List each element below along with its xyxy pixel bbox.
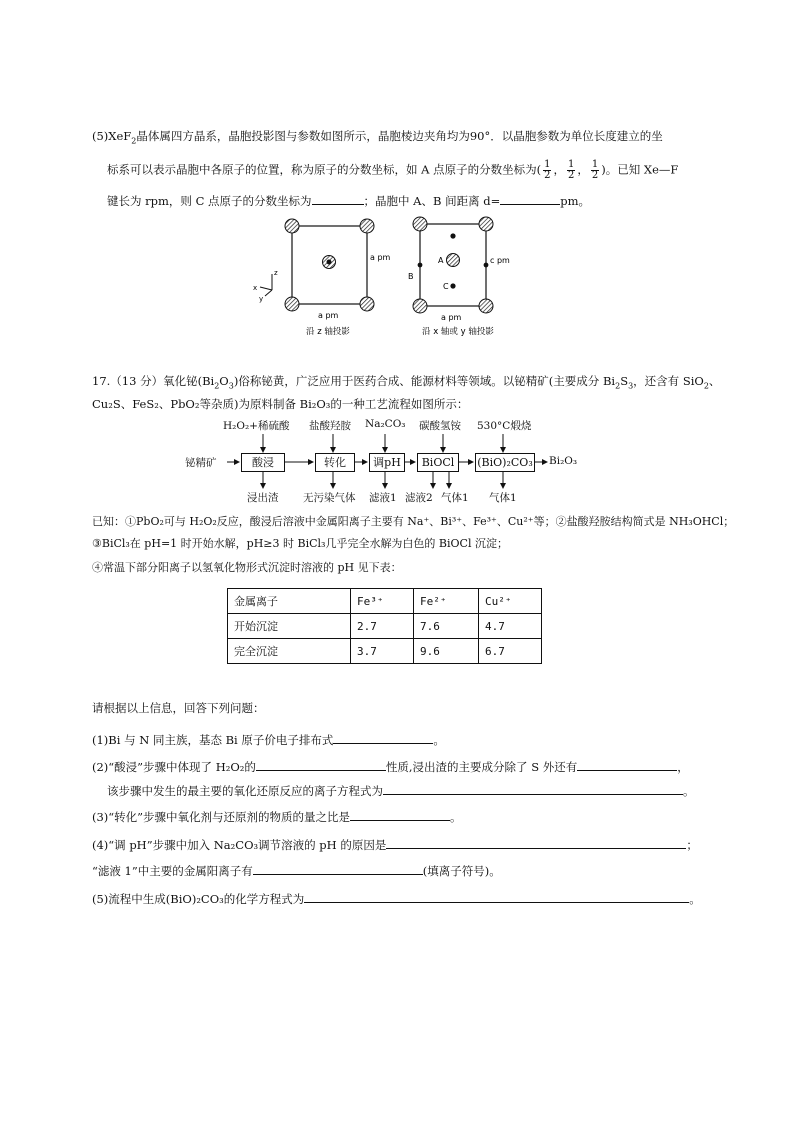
- process-flow-diagram: [185, 418, 625, 508]
- table-cell: 7.6: [414, 614, 479, 639]
- text: S: [620, 374, 629, 388]
- axis-y: [265, 290, 272, 296]
- side-label: c pm: [490, 256, 510, 265]
- cell-projection-z: [250, 212, 400, 342]
- fraction: $\frac{1}{2}$: [544, 159, 551, 181]
- caption: 沿 z 轴投影: [306, 327, 350, 337]
- q17-intro-line2: Cu₂S、FeS₂、PbO₂等杂质)为原料制备 Bi₂O₃的一种工艺流程如图所示：: [92, 397, 469, 411]
- table-row: [228, 639, 542, 664]
- q17-intro-line1: [92, 373, 720, 394]
- atom-xe: [479, 217, 493, 231]
- table-cell: 3.7: [351, 639, 414, 664]
- atom-xe: [360, 297, 374, 311]
- atom-xe: [285, 297, 299, 311]
- cell-projection-xy: [400, 212, 540, 342]
- ph-table: [227, 588, 542, 664]
- reagent-label: Na₂CO₃: [365, 418, 406, 430]
- byproduct-label: 无污染气体: [303, 492, 356, 504]
- text: 17.（13 分）氧化铋(Bi: [92, 374, 215, 388]
- answer-blank[interactable]: [312, 192, 364, 205]
- comma: ，: [577, 162, 589, 177]
- fraction: $\frac{1}{2}$: [567, 159, 575, 181]
- atom-xe: [413, 299, 427, 313]
- answer-blank[interactable]: [350, 808, 450, 821]
- axis-z-label: z: [274, 269, 278, 277]
- answer-blank[interactable]: [304, 890, 689, 903]
- table-header-cell: 金属离子: [228, 589, 351, 614]
- text: ；晶胞中 A、B 间距离 d=: [363, 194, 501, 208]
- caption: 沿 x 轴或 y 轴投影: [422, 327, 494, 337]
- answer-prompt: 请根据以上信息，回答下列问题：: [92, 701, 265, 715]
- text: ，: [677, 760, 689, 774]
- table-cell: 9.6: [414, 639, 479, 664]
- side-label: a pm: [370, 253, 391, 262]
- table-cell: 2.7: [351, 614, 414, 639]
- fraction: $\frac{1}{2}$: [591, 159, 599, 181]
- answer-blank[interactable]: [333, 731, 433, 744]
- answer-blank[interactable]: [256, 758, 386, 771]
- q16-part5-line3: [107, 192, 590, 209]
- question-4-line2: [92, 862, 501, 879]
- text: (3)“转化”步骤中氧化剂与还原剂的物质的量之比是: [92, 810, 351, 824]
- step-biocl: BiOCl: [417, 453, 459, 472]
- answer-blank[interactable]: [577, 758, 677, 771]
- text: (2)“酸浸”步骤中体现了 H₂O₂的: [92, 760, 256, 774]
- label-a: A: [438, 256, 444, 265]
- question-1: [92, 731, 445, 748]
- atom-f: [450, 233, 455, 238]
- reagent-label: 盐酸羟胺: [309, 420, 351, 432]
- text: (5)流程中生成(BiO)₂CO₃的化学方程式为: [92, 892, 305, 906]
- text: 。: [689, 892, 701, 906]
- text: 、: [708, 374, 721, 388]
- axis-x-label: x: [253, 284, 258, 292]
- subscript: 2: [615, 381, 621, 391]
- subscript: 3: [628, 381, 634, 391]
- question-5: [92, 890, 701, 907]
- subscript: 3: [228, 381, 234, 391]
- atom-xe: [360, 219, 374, 233]
- end-product: Bi₂O₃: [549, 455, 578, 467]
- question-3: [92, 808, 462, 825]
- table-header-row: [228, 589, 542, 614]
- byproduct-label: 气体1: [441, 492, 469, 504]
- step-bio2co3: (BiO)₂CO₃: [475, 453, 535, 472]
- answer-blank[interactable]: [500, 192, 560, 205]
- atom-xe: [479, 299, 493, 313]
- atom-xe: [413, 217, 427, 231]
- table-cell: 开始沉淀: [228, 614, 351, 639]
- table-cell: 4.7: [479, 614, 542, 639]
- byproduct-label: 滤液1: [369, 492, 397, 504]
- comma: ，: [553, 162, 565, 177]
- start-material: 铋精矿: [185, 457, 217, 469]
- axis-x: [260, 287, 272, 290]
- reagent-label: H₂O₂+稀硫酸: [223, 420, 290, 432]
- step-adjust-ph: 调pH: [369, 453, 405, 472]
- text: 性质,浸出渣的主要成分除了 S 外还有: [385, 760, 578, 774]
- answer-blank[interactable]: [253, 862, 423, 875]
- text: 键长为 rpm，则 C 点原子的分数坐标为: [107, 194, 312, 208]
- text: 该步骤中发生的最主要的氧化还原反应的离子方程式为: [107, 784, 383, 798]
- reagent-label: 碳酸氢铵: [419, 420, 461, 432]
- question-2: [92, 758, 689, 775]
- text: (填离子符号)。: [422, 864, 501, 878]
- subscript: 2: [703, 381, 709, 391]
- label-b: B: [408, 272, 414, 281]
- bottom-label: a pm: [441, 313, 462, 322]
- reagent-label: 530°C煅烧: [477, 420, 532, 432]
- text: (4)“调 pH”步骤中加入 Na₂CO₃调节溶液的 pH 的原因是: [92, 838, 387, 852]
- table-cell: 6.7: [479, 639, 542, 664]
- table-header-cell: Fe³⁺: [351, 589, 414, 614]
- text: ；: [686, 838, 698, 852]
- axis-y-label: y: [259, 295, 264, 303]
- text: 晶体属四方晶系，晶胞投影图与参数如图所示，晶胞棱边夹角均为90°．以晶胞参数为单位长度建立的坐: [136, 129, 663, 143]
- subscript: 2: [214, 381, 220, 391]
- text: 。: [450, 810, 462, 824]
- table-row: [228, 614, 542, 639]
- text: )。已知 Xe—F: [601, 162, 679, 177]
- q16-part5-line1: [92, 128, 663, 149]
- atom-f: [418, 263, 423, 268]
- atom-f: [484, 263, 489, 268]
- table-header-cell: Cu²⁺: [479, 589, 542, 614]
- known-info-2: ③BiCl₃在 pH=1 时开始水解，pH≥3 时 BiCl₃几乎完全水解为白色的 BiOCl 沉淀；: [92, 537, 508, 550]
- text: ，还含有 SiO: [633, 374, 704, 388]
- text: “滤液 1”中主要的金属阳离子有: [92, 864, 253, 878]
- step-acid-leach: 酸浸: [241, 453, 285, 472]
- text: )俗称铋黄，广泛应用于医药合成、能源材料等领域。以铋精矿(主要成分 Bi: [233, 374, 616, 388]
- text: (5)XeF: [92, 129, 132, 143]
- table-cell: 完全沉淀: [228, 639, 351, 664]
- atom-f: [327, 260, 332, 265]
- bottom-label: a pm: [318, 311, 339, 320]
- atom-xe: [285, 219, 299, 233]
- atom-c: [450, 283, 455, 288]
- question-4: [92, 836, 698, 853]
- text: 。: [683, 784, 695, 798]
- q16-part5-line2: [107, 160, 678, 181]
- text: pm。: [560, 194, 591, 208]
- question-2-line2: [107, 782, 695, 799]
- text: 。: [433, 733, 445, 747]
- text: 标系可以表示晶胞中各原子的位置，称为原子的分数坐标，如 A 点原子的分数坐标为(: [107, 162, 542, 177]
- known-info-3: ④常温下部分阳离子以氢氧化物形式沉淀时溶液的 pH 见下表：: [92, 561, 402, 574]
- answer-blank[interactable]: [383, 782, 683, 795]
- step-conversion: 转化: [315, 453, 355, 472]
- known-info-1: 已知：①PbO₂可与 H₂O₂反应，酸浸后溶液中金属阳离子主要有 Na⁺、Bi³⁺、Fe³⁺、Cu²⁺等；②盐酸羟胺结构简式是 NH₃OHCl；: [92, 515, 735, 528]
- atom-a: [447, 254, 460, 267]
- subscript: 2: [131, 136, 137, 146]
- answer-blank[interactable]: [386, 836, 686, 849]
- table-header-cell: Fe²⁺: [414, 589, 479, 614]
- label-c: C: [443, 282, 449, 291]
- byproduct-label: 浸出渣: [247, 492, 279, 504]
- text: (1)Bi 与 N 同主族，基态 Bi 原子价电子排布式: [92, 733, 334, 747]
- byproduct-label: 气体1: [489, 492, 517, 504]
- byproduct-label: 滤液2: [405, 492, 433, 504]
- text: O: [219, 374, 229, 388]
